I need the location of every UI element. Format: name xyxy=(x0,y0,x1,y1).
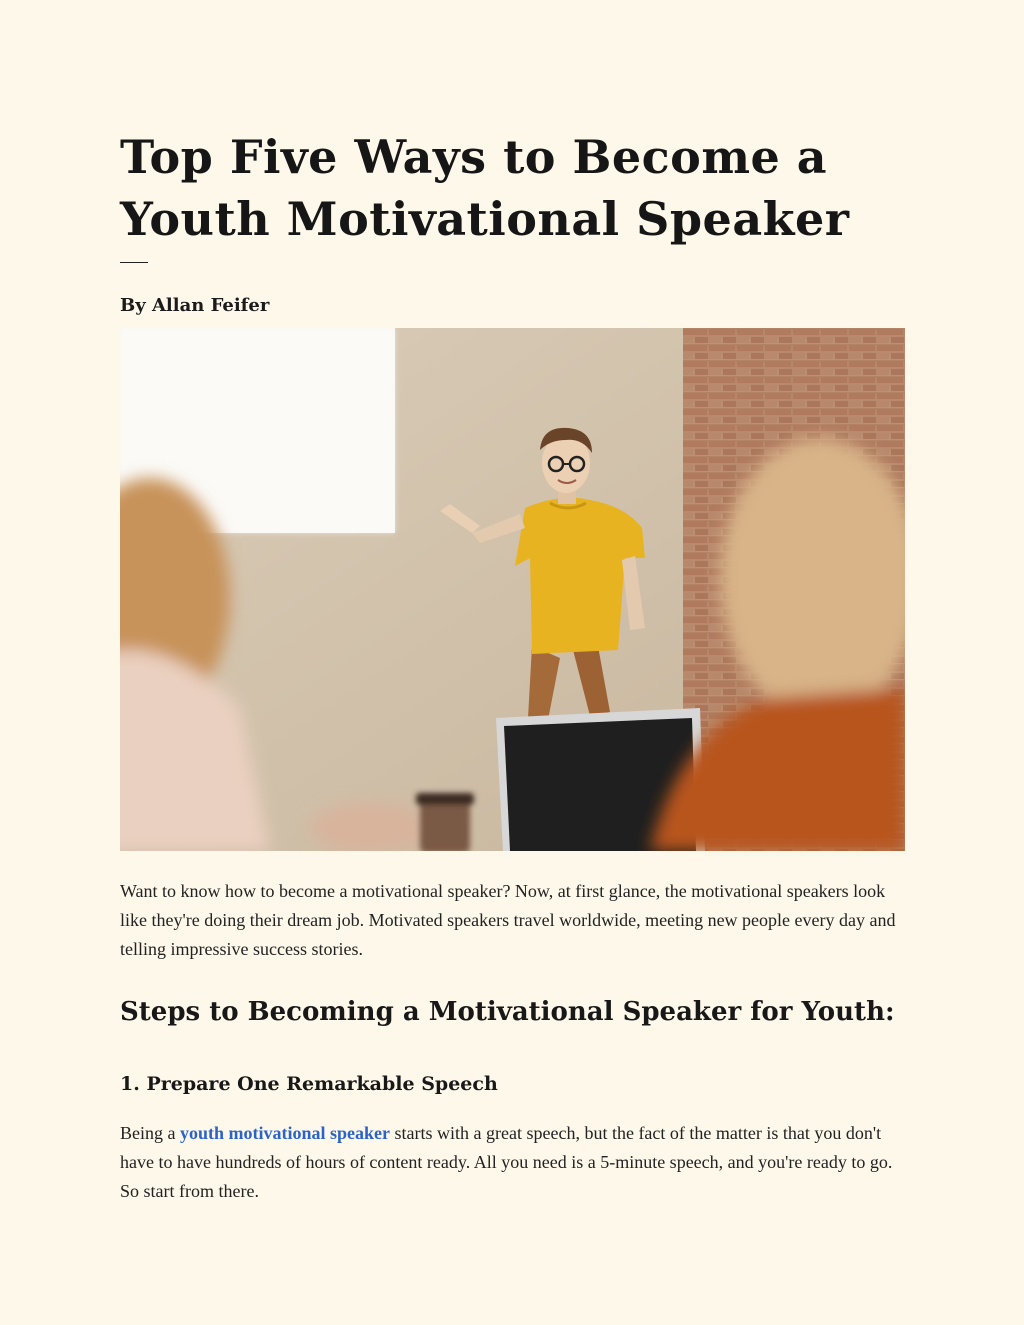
hero-image xyxy=(120,328,905,851)
step-1-text-after: starts with a great speech, but the fact of the matter is that you don't have to have hundreds of hours of content ready. All you need is a 5-minute speech, and you're ready to go. So start from there. xyxy=(120,1123,893,1201)
youth-motivational-speaker-link[interactable]: youth motivational speaker xyxy=(180,1123,391,1143)
step-1-heading: 1. Prepare One Remarkable Speech xyxy=(120,1073,498,1095)
intro-paragraph: Want to know how to become a motivational speaker? Now, at first glance, the motivational speakers look like they're doing their dream job. Motivated speakers travel worldwide, meeting new people every day and telling impressive success stories. xyxy=(120,881,896,959)
title-divider xyxy=(120,262,148,263)
section-heading: Steps to Becoming a Motivational Speaker for Youth: xyxy=(120,997,895,1027)
step-1-paragraph xyxy=(120,1119,905,1206)
article-title: Top Five Ways to Become a Youth Motivational Speaker xyxy=(120,130,850,246)
step-1-text-before: Being a xyxy=(120,1123,180,1143)
author-byline: By Allan Feifer xyxy=(120,295,270,316)
